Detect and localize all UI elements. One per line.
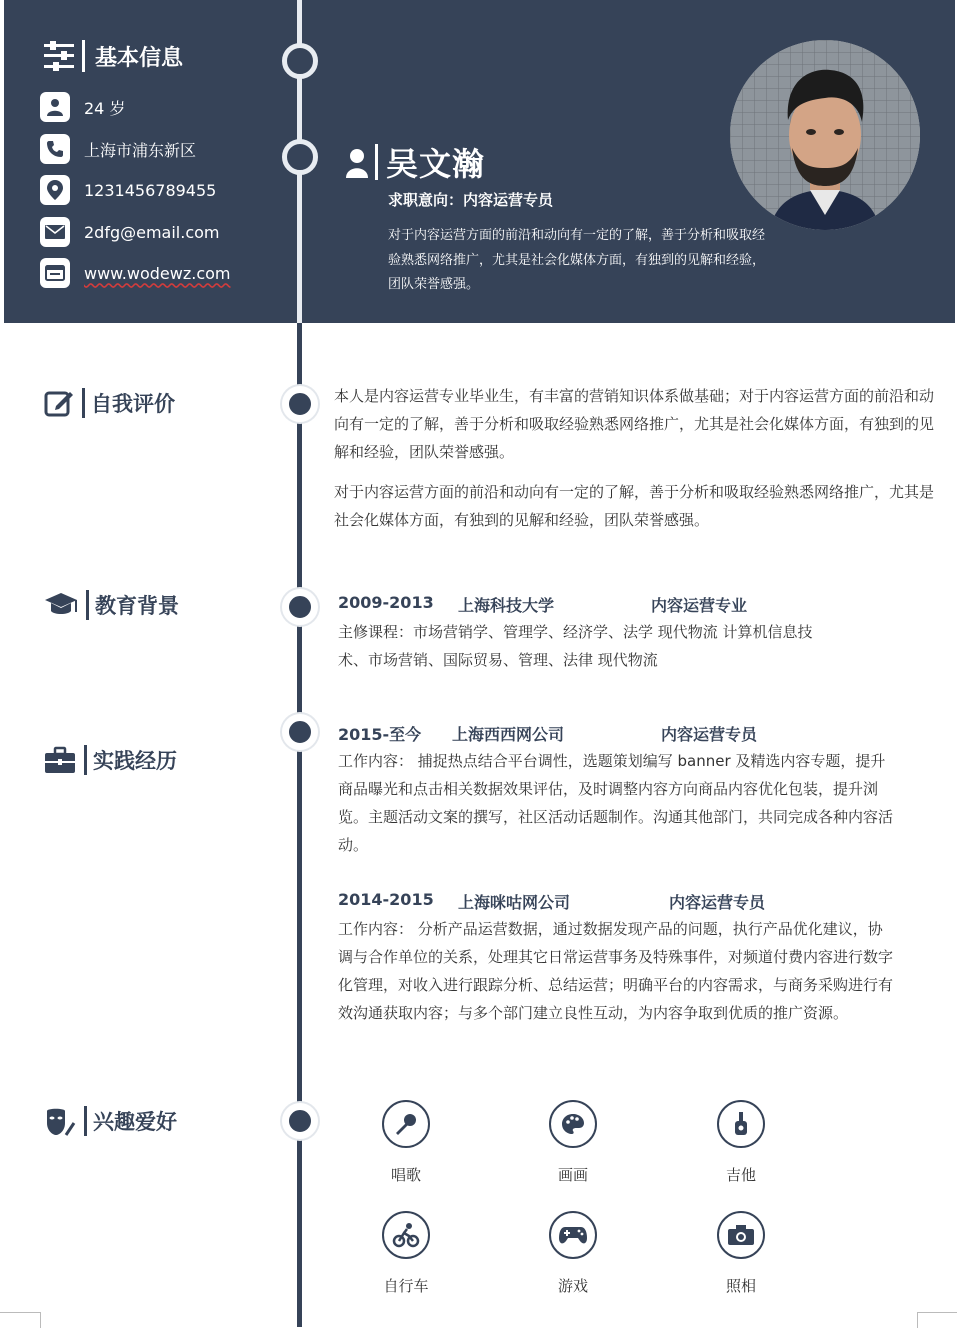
edu-courses: 主修课程：市场营销学、管理学、经济学、法学 现代物流 计算机信息技术、市场营销、国际贸易、管理、法律 现代物流	[338, 623, 813, 669]
self-eval-title: 自我评价	[91, 392, 175, 416]
edu-major: 内容运营专业	[651, 596, 748, 615]
page-corner-mark	[917, 1312, 957, 1328]
job-company: 上海咪咕网公司	[458, 893, 571, 912]
info-email	[40, 217, 220, 247]
user-icon	[345, 146, 369, 178]
hobby-item	[681, 1100, 801, 1185]
self-eval-paragraph-2: 对于内容运营方面的前沿和动向有一定的了解，善于分析和吸取经验熟悉网络推广，尤其是社会化媒体方面，有独到的见解和经验，团队荣誉感强。	[334, 483, 935, 529]
email-link[interactable]: 2dfg@email.com	[84, 222, 220, 242]
timeline-line	[297, 323, 302, 1327]
edu-school: 上海科技大学	[458, 596, 555, 615]
microphone-icon	[382, 1100, 430, 1148]
hobby-item	[346, 1100, 466, 1185]
envelope-icon	[40, 217, 70, 247]
hobbies-heading	[44, 1105, 177, 1137]
hobby-label: 游戏	[557, 1277, 588, 1295]
job-role: 内容运营专员	[661, 725, 758, 744]
person-icon	[40, 92, 70, 122]
timeline-dot	[282, 1103, 318, 1139]
hobby-label: 自行车	[383, 1277, 429, 1295]
location-pin-icon	[40, 175, 70, 205]
education-heading	[44, 590, 179, 620]
hobby-label: 照相	[725, 1277, 756, 1295]
sliders-icon	[44, 40, 74, 72]
timeline-dot	[282, 139, 318, 175]
edit-icon	[44, 388, 74, 418]
self-eval-heading	[44, 388, 175, 418]
timeline-dot	[282, 43, 318, 79]
mask-icon	[44, 1105, 76, 1137]
phone-icon	[40, 134, 70, 164]
phone-text: 1231456789455	[84, 180, 217, 200]
job-period: 2015-至今	[338, 725, 422, 744]
education-title: 教育背景	[95, 594, 179, 618]
hobby-label: 画画	[557, 1166, 588, 1184]
candidate-name: 吴文瀚	[386, 145, 486, 183]
heading-divider	[82, 388, 85, 418]
experience-title: 实践经历	[93, 749, 177, 773]
age-text: 24 岁	[84, 98, 126, 118]
hobby-item	[513, 1211, 633, 1296]
experience-heading	[44, 745, 177, 775]
briefcase-icon	[44, 745, 76, 775]
palette-icon	[549, 1100, 597, 1148]
gamepad-icon	[549, 1211, 597, 1259]
timeline-dot	[282, 714, 318, 750]
hobby-item	[681, 1211, 801, 1296]
basic-info-title: 基本信息	[95, 45, 184, 71]
page-corner-mark	[0, 1312, 41, 1328]
hobby-item	[346, 1211, 466, 1296]
info-address	[40, 134, 196, 164]
title-divider	[82, 40, 85, 72]
info-website	[40, 258, 231, 288]
job-period: 2014-2015	[338, 890, 434, 909]
website-link[interactable]: www.wodewz.com	[84, 263, 231, 283]
job-description: 工作内容： 捕捉热点结合平台调性，选题策划编写 banner 及精选内容专题，提升商品曝光和点击相关数据效果评估，及时调整内容方向商品内容优化包装，提升浏览。主题活动文案的撰写，社区活动话题制作。沟通其他部门，共同完成各种内容活动。	[338, 752, 894, 854]
info-phone	[40, 175, 216, 205]
basic-info-header	[44, 40, 183, 72]
camera-icon	[717, 1211, 765, 1259]
name-block	[345, 139, 485, 185]
name-divider	[375, 144, 378, 180]
info-age	[40, 92, 125, 122]
hobby-item	[513, 1100, 633, 1185]
timeline-dot	[282, 386, 318, 422]
self-eval-paragraph-1: 本人是内容运营专业毕业生，有丰富的营销知识体系做基础；对于内容运营方面的前沿和动向有一定的了解，善于分析和吸取经验熟悉网络推广，尤其是社会化媒体方面，有独到的见解和经验，团队荣誉感强。	[334, 387, 935, 461]
header-summary: 对于内容运营方面的前沿和动向有一定的了解，善于分析和吸取经验熟悉网络推广，尤其是社会化媒体方面，有独到的见解和经验，团队荣誉感强。	[388, 228, 766, 292]
hobby-label: 唱歌	[390, 1166, 421, 1184]
job-company: 上海西西网公司	[452, 725, 565, 744]
cyclist-icon	[382, 1211, 430, 1259]
heading-divider	[86, 590, 89, 620]
heading-divider	[84, 745, 87, 775]
job-intent: 求职意向：内容运营专员	[388, 191, 554, 209]
timeline-dot	[282, 589, 318, 625]
job-description: 工作内容： 分析产品运营数据，通过数据发现产品的问题，执行产品优化建议，协调与合作单位的关系，处理其它日常运营事务及特殊事件，对频道付费内容进行数字化管理，对收入进行跟踪分析、总结运营；明确平台的内容需求，与商务采购进行有效沟通获取内容；与多个部门建立良性互动，为内容争取到优质的推广资源。	[338, 920, 894, 1022]
hobbies-title: 兴趣爱好	[93, 1110, 177, 1134]
heading-divider	[84, 1106, 87, 1136]
avatar-photo	[730, 40, 920, 230]
hobby-label: 吉他	[725, 1166, 756, 1184]
address-text: 上海市浦东新区	[84, 140, 197, 160]
graduation-cap-icon	[44, 590, 78, 620]
job-role: 内容运营专员	[669, 893, 766, 912]
browser-icon	[40, 258, 70, 288]
guitar-icon	[717, 1100, 765, 1148]
edu-period: 2009-2013	[338, 593, 434, 612]
